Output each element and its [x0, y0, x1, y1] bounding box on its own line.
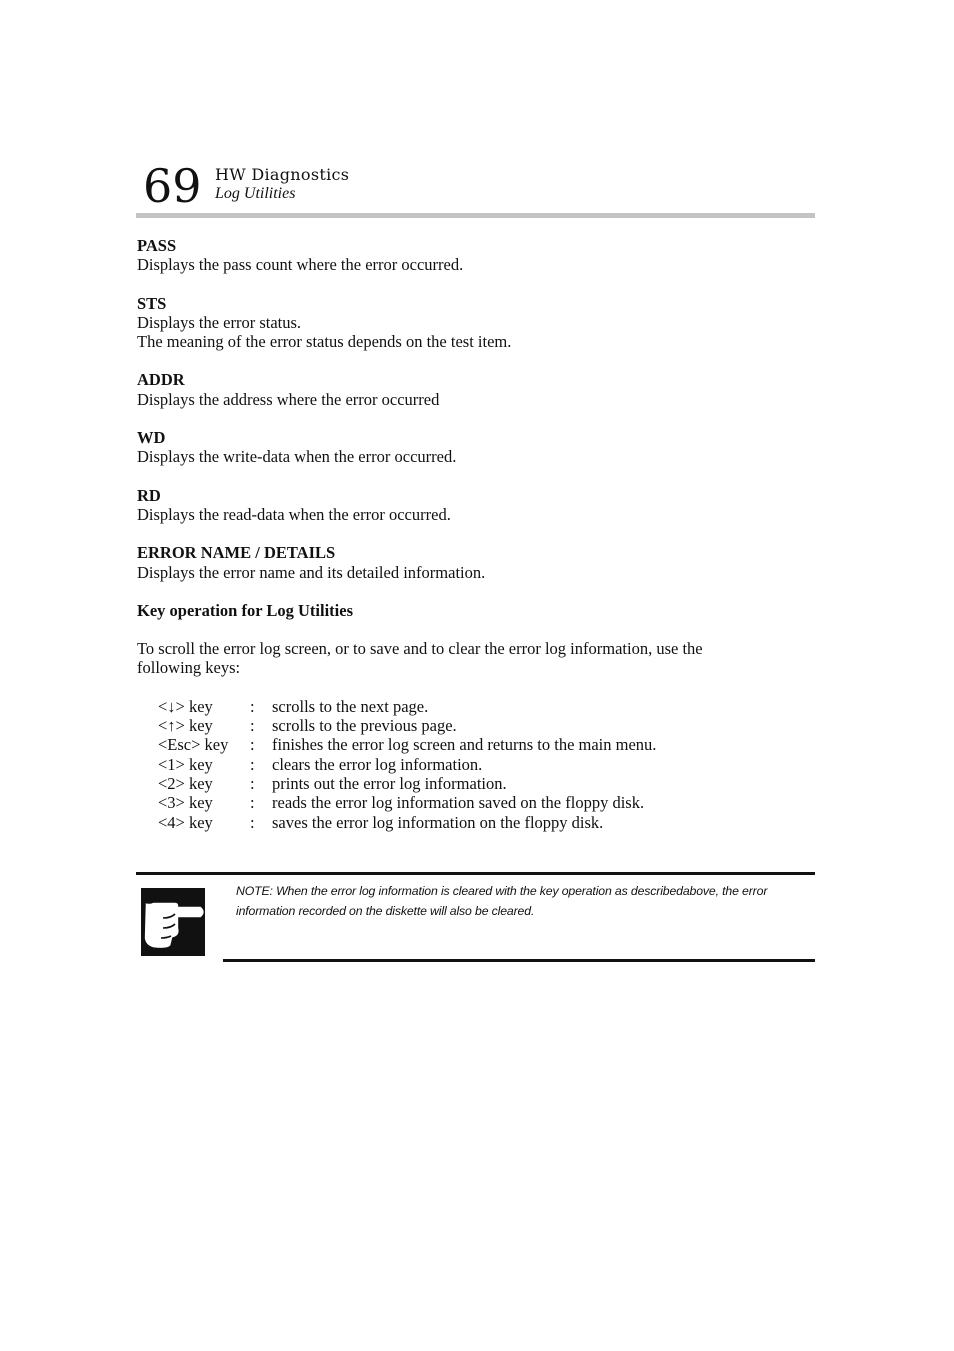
key-separator: : — [250, 793, 255, 813]
field-term: ERROR NAME / DETAILS — [137, 543, 336, 563]
intro-line: following keys: — [137, 658, 241, 678]
table-row — [158, 735, 656, 754]
key-name: <Esc> key — [158, 735, 229, 755]
key-action: scrolls to the next page. — [272, 696, 429, 716]
header-rule — [136, 213, 815, 218]
table-row — [158, 793, 656, 812]
key-action: scrolls to the previous page. — [272, 716, 457, 736]
table-row — [158, 774, 656, 793]
field-description: Displays the write-data when the error occurred. — [137, 447, 457, 467]
table-row — [158, 813, 656, 832]
table-row — [158, 697, 656, 716]
key-name: <3> key — [158, 793, 213, 813]
key-section-intro — [137, 639, 817, 678]
key-table — [158, 697, 656, 832]
field-term: WD — [137, 428, 166, 448]
key-action: prints out the error log information. — [272, 773, 507, 793]
field-wd — [137, 428, 817, 467]
note-text — [236, 882, 806, 921]
key-separator: : — [250, 754, 255, 774]
key-name: <1> key — [158, 754, 213, 774]
section-subtitle: Log Utilities — [215, 185, 296, 202]
field-term: RD — [137, 485, 161, 505]
field-description: Displays the error status. — [137, 312, 302, 332]
pointing-hand-icon — [141, 888, 205, 956]
field-sts — [137, 294, 817, 352]
note-top-rule — [136, 872, 815, 875]
key-name: <2> key — [158, 773, 213, 793]
key-separator: : — [250, 812, 255, 832]
field-addr — [137, 370, 817, 409]
field-description: The meaning of the error status depends on the test item. — [137, 332, 512, 352]
note-line: information recorded on the diskette will also be cleared. — [236, 903, 535, 918]
note-line: NOTE: When the error log information is cleared with the key operation as describedabove, the error — [236, 884, 768, 898]
key-section-heading: Key operation for Log Utilities — [137, 600, 353, 620]
key-action: reads the error log information saved on the floppy disk. — [272, 793, 645, 813]
key-name: <↑> key — [158, 716, 213, 736]
page-number: 69 — [143, 159, 202, 213]
key-separator: : — [250, 773, 255, 793]
table-row — [158, 755, 656, 774]
key-action: clears the error log information. — [272, 754, 483, 774]
page-body — [137, 236, 817, 832]
field-error-name — [137, 543, 817, 582]
key-name: <↓> key — [158, 696, 213, 716]
table-row — [158, 716, 656, 735]
field-term: STS — [137, 293, 167, 313]
key-action: saves the error log information on the floppy disk. — [272, 812, 604, 832]
field-description: Displays the read-data when the error occurred. — [137, 504, 451, 524]
key-separator: : — [250, 716, 255, 736]
field-term: ADDR — [137, 370, 185, 390]
field-description: Displays the error name and its detailed information. — [137, 562, 486, 582]
key-action: finishes the error log screen and returns to the main menu. — [272, 735, 657, 755]
chapter-title: HW Diagnostics — [215, 165, 350, 184]
field-description: Displays the pass count where the error occurred. — [137, 255, 464, 275]
field-rd — [137, 486, 817, 525]
intro-line: To scroll the error log screen, or to save and to clear the error log information, use the — [137, 639, 703, 659]
field-pass — [137, 236, 817, 275]
note-bottom-rule — [223, 959, 815, 962]
field-term: PASS — [137, 236, 177, 255]
field-description: Displays the address where the error occurred — [137, 389, 440, 409]
key-separator: : — [250, 696, 255, 716]
key-name: <4> key — [158, 812, 213, 832]
key-separator: : — [250, 735, 255, 755]
